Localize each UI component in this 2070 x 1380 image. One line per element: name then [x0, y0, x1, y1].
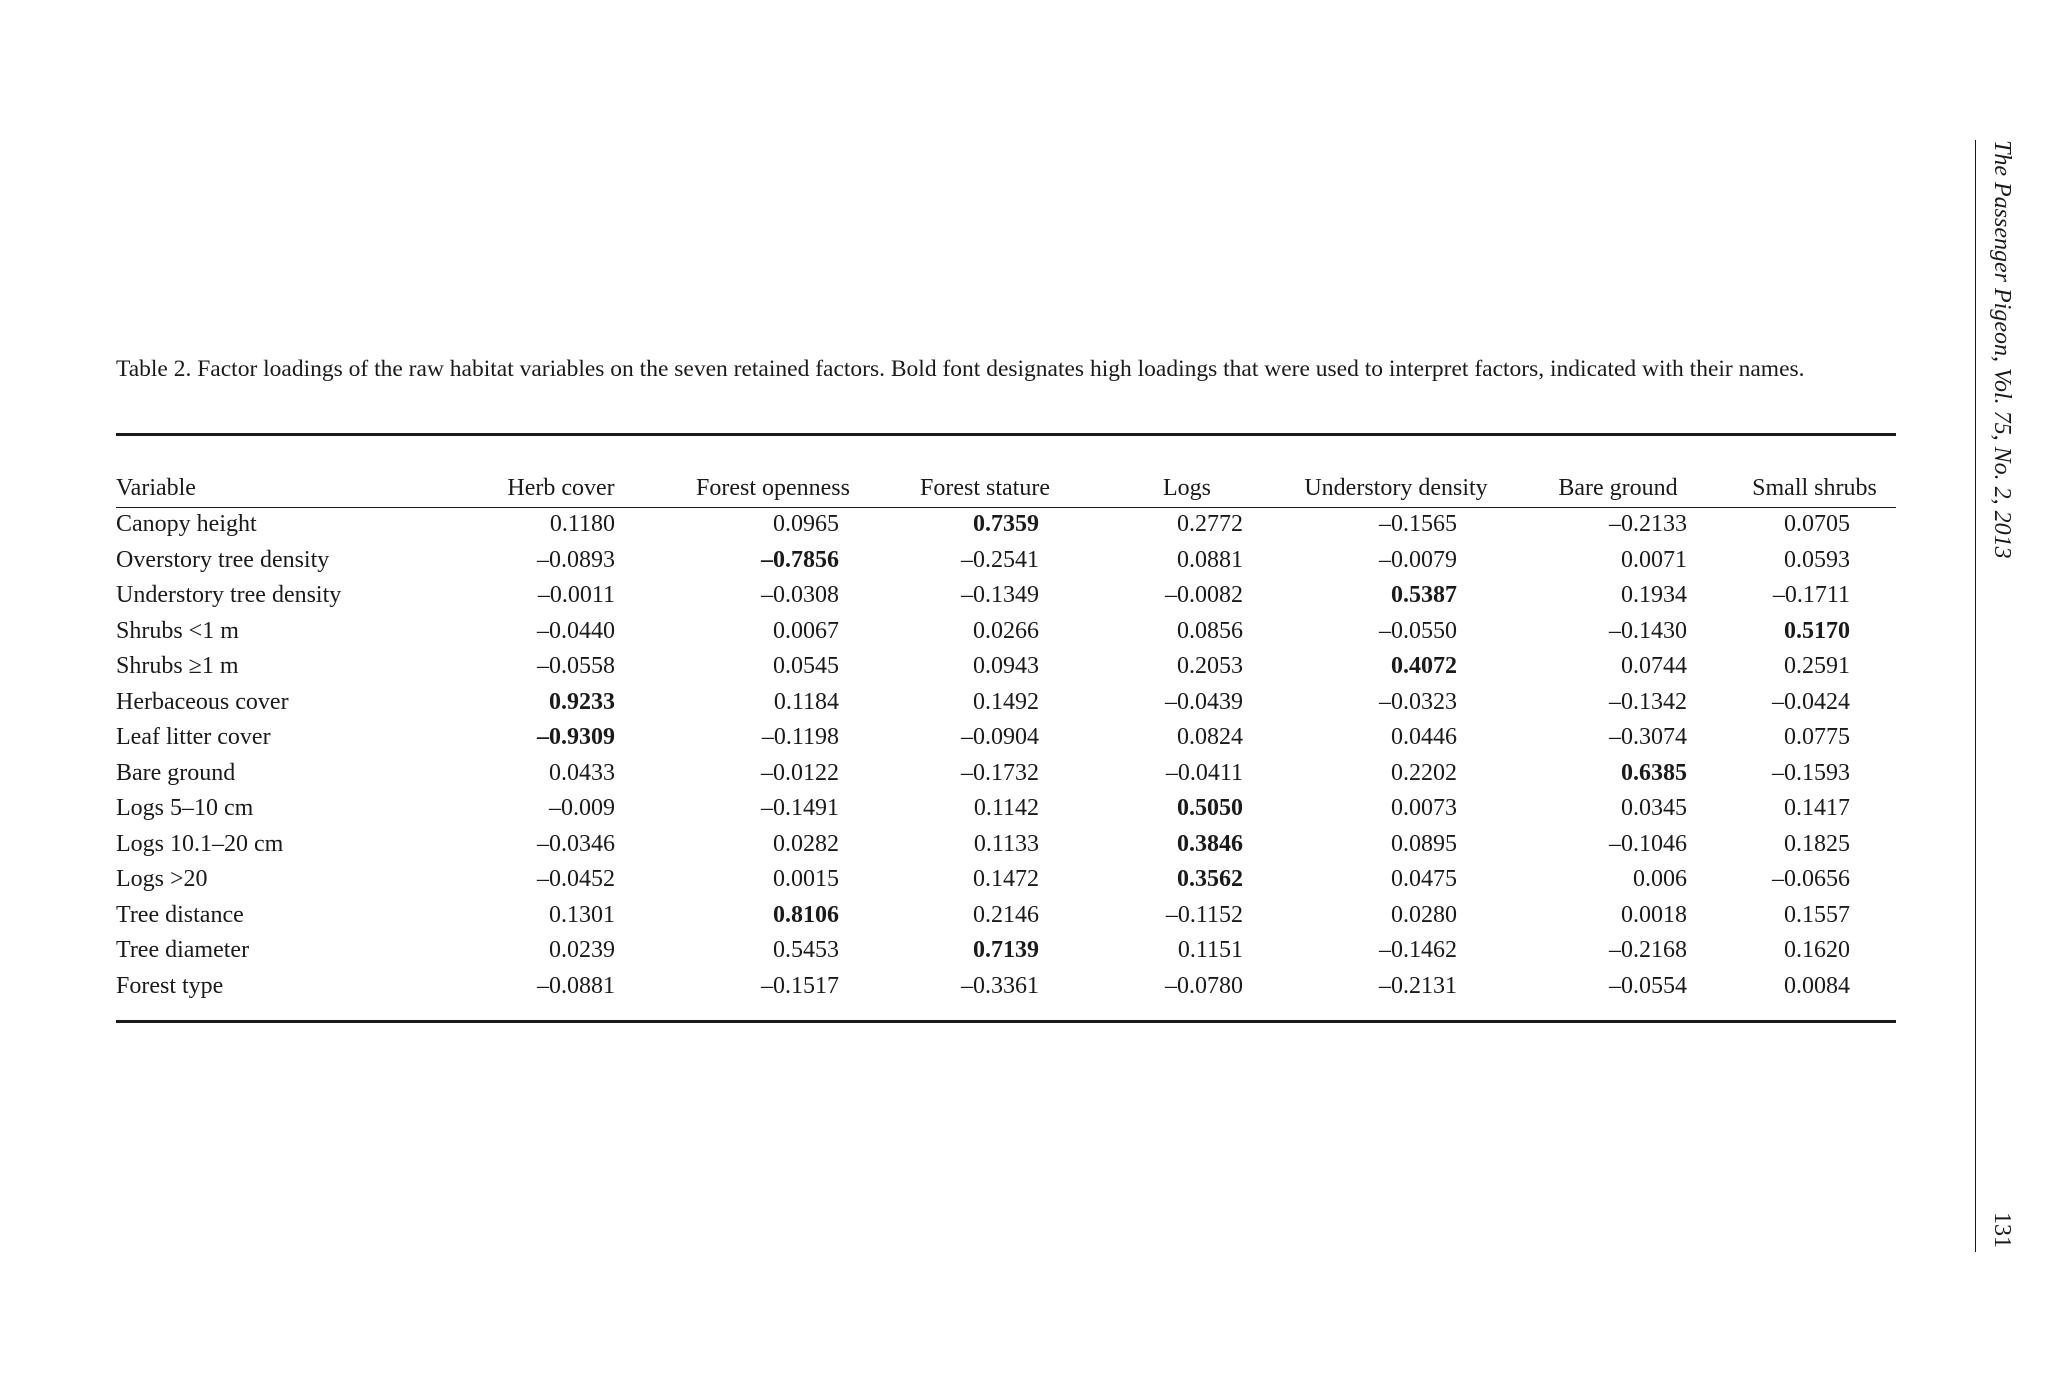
column-header-forest-stature: Forest stature [920, 474, 1050, 501]
loading-cell: –0.0550 [1379, 617, 1457, 644]
row-variable-label: Logs 10.1–20 cm [116, 830, 284, 857]
column-header-forest-openness: Forest openness [696, 474, 850, 501]
table-row [116, 933, 1896, 969]
loading-cell: –0.0452 [537, 866, 615, 893]
table-row [116, 578, 1896, 614]
loading-cell: 0.0881 [1177, 546, 1243, 573]
loading-cell: –0.0558 [537, 653, 615, 680]
loading-cell: –0.0893 [537, 546, 615, 573]
loading-cell: 0.0965 [773, 511, 839, 538]
loading-cell: –0.0346 [537, 830, 615, 857]
loading-cell: 0.0067 [773, 617, 839, 644]
loading-cell: –0.3361 [961, 972, 1039, 999]
running-head-rule [1975, 140, 1976, 1252]
loading-cell: 0.0073 [1391, 795, 1457, 822]
loading-cell: –0.2133 [1609, 511, 1687, 538]
table-row [116, 543, 1896, 579]
loading-cell: 0.1620 [1784, 937, 1850, 964]
row-variable-label: Herbaceous cover [116, 688, 289, 715]
loading-cell: 0.2053 [1177, 653, 1243, 680]
table-row [116, 756, 1896, 792]
loading-cell: –0.1565 [1379, 511, 1457, 538]
loading-cell: –0.0440 [537, 617, 615, 644]
loading-cell: –0.009 [549, 795, 615, 822]
column-header-logs: Logs [1163, 474, 1211, 501]
loading-cell: 0.1151 [1177, 937, 1243, 964]
table-top-rule [116, 433, 1896, 436]
loading-cell: –0.1711 [1772, 582, 1850, 609]
row-variable-label: Logs 5–10 cm [116, 795, 254, 822]
loading-cell: –0.2131 [1379, 972, 1457, 999]
loading-cell: 0.3846 [1177, 830, 1243, 857]
table-row [116, 685, 1896, 721]
loading-cell: –0.1593 [1772, 759, 1850, 786]
loading-cell: –0.0308 [761, 582, 839, 609]
table-row [116, 791, 1896, 827]
loading-cell: –0.0656 [1772, 866, 1850, 893]
loading-cell: 0.0775 [1784, 724, 1850, 751]
column-header-variable: Variable [116, 474, 196, 501]
loading-cell: 0.8106 [773, 901, 839, 928]
loading-cell: –0.0122 [761, 759, 839, 786]
column-header-understory-density: Understory density [1304, 474, 1488, 501]
row-variable-label: Canopy height [116, 511, 257, 538]
loading-cell: –0.0780 [1165, 972, 1243, 999]
table-body [116, 507, 1896, 1004]
row-variable-label: Shrubs <1 m [116, 617, 239, 644]
row-variable-label: Shrubs ≥1 m [116, 653, 239, 680]
loading-cell: –0.1046 [1609, 830, 1687, 857]
loading-cell: 0.1133 [973, 830, 1039, 857]
table-row [116, 898, 1896, 934]
loading-cell: 0.1492 [973, 688, 1039, 715]
loading-cell: –0.0554 [1609, 972, 1687, 999]
loading-cell: 0.4072 [1391, 653, 1457, 680]
loading-cell: 0.9233 [549, 688, 615, 715]
loading-cell: 0.0705 [1784, 511, 1850, 538]
loading-cell: –0.0082 [1165, 582, 1243, 609]
loading-cell: –0.0881 [537, 972, 615, 999]
page-number: 131 [1989, 1212, 2015, 1248]
row-variable-label: Tree diameter [116, 937, 250, 964]
table-row [116, 720, 1896, 756]
loading-cell: 0.0856 [1177, 617, 1243, 644]
loading-cell: –0.0323 [1379, 688, 1457, 715]
loading-cell: 0.5453 [773, 937, 839, 964]
column-header-small-shrubs: Small shrubs [1752, 474, 1877, 501]
table-row [116, 614, 1896, 650]
loading-cell: 0.1557 [1784, 901, 1850, 928]
loading-cell: 0.0018 [1621, 901, 1687, 928]
loading-cell: 0.1472 [973, 866, 1039, 893]
running-head: The Passenger Pigeon, Vol. 75, No. 2, 2013 [1989, 140, 2015, 559]
loading-cell: 0.1934 [1621, 582, 1687, 609]
loading-cell: 0.2591 [1784, 653, 1850, 680]
loading-cell: 0.1180 [549, 511, 615, 538]
loading-cell: 0.6385 [1621, 759, 1687, 786]
row-variable-label: Understory tree density [116, 582, 342, 609]
loading-cell: 0.1184 [773, 688, 839, 715]
loading-cell: 0.0895 [1391, 830, 1457, 857]
table-bottom-rule [116, 1020, 1896, 1023]
loading-cell: 0.2772 [1177, 511, 1243, 538]
loading-cell: 0.0475 [1391, 866, 1457, 893]
loading-cell: 0.0593 [1784, 546, 1850, 573]
loading-cell: –0.0424 [1772, 688, 1850, 715]
loading-cell: –0.2541 [961, 546, 1039, 573]
loading-cell: 0.0084 [1784, 972, 1850, 999]
loading-cell: –0.1430 [1609, 617, 1687, 644]
loading-cell: 0.0266 [973, 617, 1039, 644]
loading-cell: 0.0744 [1621, 653, 1687, 680]
loading-cell: –0.1349 [961, 582, 1039, 609]
loading-cell: 0.0239 [549, 937, 615, 964]
loading-cell: –0.1732 [961, 759, 1039, 786]
loading-cell: 0.006 [1633, 866, 1687, 893]
row-variable-label: Tree distance [116, 901, 244, 928]
loading-cell: 0.1142 [973, 795, 1039, 822]
loading-cell: 0.0071 [1621, 546, 1687, 573]
row-variable-label: Bare ground [116, 759, 236, 786]
loading-cell: –0.1517 [761, 972, 839, 999]
table-header [116, 469, 1896, 507]
loading-cell: –0.1198 [761, 724, 839, 751]
loading-cell: 0.3562 [1177, 866, 1243, 893]
column-header-bare-ground: Bare ground [1558, 474, 1678, 501]
loading-cell: –0.1342 [1609, 688, 1687, 715]
loading-cell: 0.7139 [973, 937, 1039, 964]
loading-cell: 0.0446 [1391, 724, 1457, 751]
factor-loadings-table [116, 469, 1896, 1004]
loading-cell: –0.0411 [1165, 759, 1243, 786]
loading-cell: –0.3074 [1609, 724, 1687, 751]
table-row [116, 649, 1896, 685]
loading-cell: –0.1462 [1379, 937, 1457, 964]
loading-cell: 0.1825 [1784, 830, 1850, 857]
loading-cell: 0.5387 [1391, 582, 1457, 609]
loading-cell: –0.0904 [961, 724, 1039, 751]
loading-cell: –0.0439 [1165, 688, 1243, 715]
loading-cell: 0.0433 [549, 759, 615, 786]
loading-cell: 0.1417 [1784, 795, 1850, 822]
row-variable-label: Forest type [116, 972, 224, 999]
loading-cell: 0.1301 [549, 901, 615, 928]
table-row [116, 827, 1896, 863]
loading-cell: –0.0011 [537, 582, 615, 609]
loading-cell: –0.9309 [537, 724, 615, 751]
loading-cell: 0.5050 [1177, 795, 1243, 822]
loading-cell: 0.0015 [773, 866, 839, 893]
row-variable-label: Leaf litter cover [116, 724, 271, 751]
loading-cell: 0.5170 [1784, 617, 1850, 644]
loading-cell: 0.0824 [1177, 724, 1243, 751]
loading-cell: –0.0079 [1379, 546, 1457, 573]
loading-cell: 0.0943 [973, 653, 1039, 680]
loading-cell: 0.0345 [1621, 795, 1687, 822]
loading-cell: 0.2146 [973, 901, 1039, 928]
loading-cell: –0.7856 [761, 546, 839, 573]
table-row [116, 507, 1896, 543]
row-variable-label: Overstory tree density [116, 546, 330, 573]
table-caption: Table 2. Factor loadings of the raw habitat variables on the seven retained factors. Bold font designates high loadings that were used to interpret factors, indicated with their names. [116, 356, 1805, 382]
loading-cell: 0.0282 [773, 830, 839, 857]
table-row [116, 862, 1896, 898]
loading-cell: –0.1491 [761, 795, 839, 822]
loading-cell: –0.1152 [1165, 901, 1243, 928]
loading-cell: 0.7359 [973, 511, 1039, 538]
header-row [116, 469, 1896, 507]
table-row [116, 969, 1896, 1005]
loading-cell: –0.2168 [1609, 937, 1687, 964]
loading-cell: 0.2202 [1391, 759, 1457, 786]
column-header-herb-cover: Herb cover [507, 474, 615, 501]
loading-cell: 0.0280 [1391, 901, 1457, 928]
row-variable-label: Logs >20 [116, 866, 208, 893]
loading-cell: 0.0545 [773, 653, 839, 680]
